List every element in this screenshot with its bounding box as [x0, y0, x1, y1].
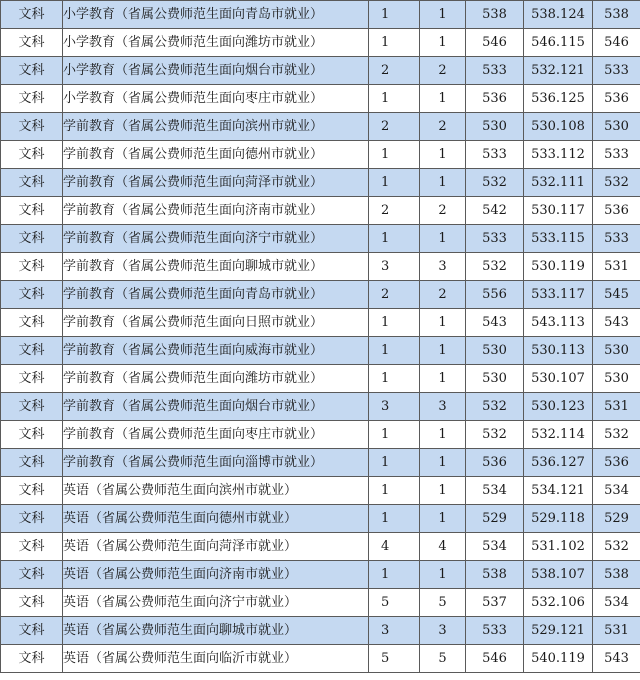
- major-cell: 学前教育（省属公费师范生面向枣庄市就业）: [63, 421, 369, 449]
- score-c-cell: 536: [593, 197, 640, 225]
- score-a-cell: 532: [466, 393, 524, 421]
- score-a-cell: 546: [466, 645, 524, 673]
- score-a-cell: 530: [466, 337, 524, 365]
- admitted-count-cell: 4: [420, 533, 466, 561]
- plan-count-cell: 1: [369, 365, 420, 393]
- score-b-cell: 530.107: [524, 365, 593, 393]
- admitted-count-cell: 1: [420, 561, 466, 589]
- table-row: [1, 281, 640, 309]
- plan-count-cell: 3: [369, 253, 420, 281]
- score-b-cell: 530.117: [524, 197, 593, 225]
- score-a-cell: 534: [466, 533, 524, 561]
- plan-count-cell: 1: [369, 505, 420, 533]
- plan-count-cell: 1: [369, 561, 420, 589]
- subject-type-cell: 文科: [1, 617, 63, 645]
- score-a-cell: 532: [466, 169, 524, 197]
- table-row: [1, 477, 640, 505]
- table-row: [1, 85, 640, 113]
- major-cell: 英语（省属公费师范生面向菏泽市就业）: [63, 533, 369, 561]
- score-b-cell: 532.106: [524, 589, 593, 617]
- subject-type-cell: 文科: [1, 113, 63, 141]
- score-a-cell: 530: [466, 365, 524, 393]
- score-b-cell: 530.108: [524, 113, 593, 141]
- admitted-count-cell: 1: [420, 85, 466, 113]
- admitted-count-cell: 5: [420, 589, 466, 617]
- admitted-count-cell: 1: [420, 421, 466, 449]
- admitted-count-cell: 2: [420, 57, 466, 85]
- score-c-cell: 531: [593, 393, 640, 421]
- major-cell: 学前教育（省属公费师范生面向淄博市就业）: [63, 449, 369, 477]
- score-b-cell: 536.127: [524, 449, 593, 477]
- subject-type-cell: 文科: [1, 309, 63, 337]
- table-row: [1, 589, 640, 617]
- score-c-cell: 546: [593, 29, 640, 57]
- subject-type-cell: 文科: [1, 29, 63, 57]
- table-row: [1, 337, 640, 365]
- major-cell: 学前教育（省属公费师范生面向潍坊市就业）: [63, 365, 369, 393]
- plan-count-cell: 2: [369, 113, 420, 141]
- subject-type-cell: 文科: [1, 365, 63, 393]
- admitted-count-cell: 1: [420, 225, 466, 253]
- score-a-cell: 533: [466, 225, 524, 253]
- subject-type-cell: 文科: [1, 141, 63, 169]
- score-a-cell: 529: [466, 505, 524, 533]
- admitted-count-cell: 1: [420, 141, 466, 169]
- score-c-cell: 543: [593, 309, 640, 337]
- score-b-cell: 546.115: [524, 29, 593, 57]
- table-row: [1, 225, 640, 253]
- major-cell: 学前教育（省属公费师范生面向菏泽市就业）: [63, 169, 369, 197]
- score-c-cell: 532: [593, 169, 640, 197]
- score-c-cell: 530: [593, 365, 640, 393]
- plan-count-cell: 3: [369, 617, 420, 645]
- score-c-cell: 531: [593, 253, 640, 281]
- score-b-cell: 543.113: [524, 309, 593, 337]
- admitted-count-cell: 2: [420, 113, 466, 141]
- plan-count-cell: 1: [369, 449, 420, 477]
- table-row: [1, 141, 640, 169]
- score-a-cell: 532: [466, 421, 524, 449]
- major-cell: 小学教育（省属公费师范生面向枣庄市就业）: [63, 85, 369, 113]
- score-c-cell: 536: [593, 85, 640, 113]
- major-cell: 学前教育（省属公费师范生面向日照市就业）: [63, 309, 369, 337]
- major-cell: 英语（省属公费师范生面向德州市就业）: [63, 505, 369, 533]
- table-row: [1, 253, 640, 281]
- plan-count-cell: 1: [369, 1, 420, 29]
- admitted-count-cell: 1: [420, 309, 466, 337]
- score-c-cell: 530: [593, 113, 640, 141]
- plan-count-cell: 1: [369, 29, 420, 57]
- score-a-cell: 534: [466, 477, 524, 505]
- subject-type-cell: 文科: [1, 57, 63, 85]
- subject-type-cell: 文科: [1, 589, 63, 617]
- plan-count-cell: 3: [369, 393, 420, 421]
- admitted-count-cell: 1: [420, 169, 466, 197]
- subject-type-cell: 文科: [1, 449, 63, 477]
- plan-count-cell: 1: [369, 225, 420, 253]
- admitted-count-cell: 1: [420, 365, 466, 393]
- score-b-cell: 536.125: [524, 85, 593, 113]
- major-cell: 学前教育（省属公费师范生面向青岛市就业）: [63, 281, 369, 309]
- major-cell: 学前教育（省属公费师范生面向济南市就业）: [63, 197, 369, 225]
- major-cell: 英语（省属公费师范生面向滨州市就业）: [63, 477, 369, 505]
- score-a-cell: 546: [466, 29, 524, 57]
- score-b-cell: 530.119: [524, 253, 593, 281]
- score-b-cell: 533.115: [524, 225, 593, 253]
- major-cell: 学前教育（省属公费师范生面向烟台市就业）: [63, 393, 369, 421]
- table-body: [1, 1, 640, 673]
- subject-type-cell: 文科: [1, 197, 63, 225]
- plan-count-cell: 1: [369, 337, 420, 365]
- table-row: [1, 365, 640, 393]
- score-c-cell: 545: [593, 281, 640, 309]
- admitted-count-cell: 1: [420, 29, 466, 57]
- subject-type-cell: 文科: [1, 253, 63, 281]
- table-row: [1, 113, 640, 141]
- admitted-count-cell: 3: [420, 253, 466, 281]
- table-row: [1, 449, 640, 477]
- score-c-cell: 531: [593, 617, 640, 645]
- plan-count-cell: 1: [369, 85, 420, 113]
- subject-type-cell: 文科: [1, 169, 63, 197]
- score-c-cell: 532: [593, 533, 640, 561]
- table-row: [1, 505, 640, 533]
- plan-count-cell: 5: [369, 589, 420, 617]
- score-c-cell: 536: [593, 449, 640, 477]
- admitted-count-cell: 2: [420, 197, 466, 225]
- score-b-cell: 533.117: [524, 281, 593, 309]
- score-a-cell: 533: [466, 617, 524, 645]
- table-row: [1, 561, 640, 589]
- score-c-cell: 543: [593, 645, 640, 673]
- major-cell: 英语（省属公费师范生面向济南市就业）: [63, 561, 369, 589]
- score-a-cell: 530: [466, 113, 524, 141]
- score-b-cell: 540.119: [524, 645, 593, 673]
- score-b-cell: 532.121: [524, 57, 593, 85]
- score-b-cell: 531.102: [524, 533, 593, 561]
- major-cell: 小学教育（省属公费师范生面向青岛市就业）: [63, 1, 369, 29]
- major-cell: 学前教育（省属公费师范生面向威海市就业）: [63, 337, 369, 365]
- score-c-cell: 533: [593, 57, 640, 85]
- score-a-cell: 536: [466, 449, 524, 477]
- score-b-cell: 530.113: [524, 337, 593, 365]
- major-cell: 学前教育（省属公费师范生面向德州市就业）: [63, 141, 369, 169]
- subject-type-cell: 文科: [1, 533, 63, 561]
- subject-type-cell: 文科: [1, 281, 63, 309]
- admitted-count-cell: 5: [420, 645, 466, 673]
- table-row: [1, 645, 640, 673]
- subject-type-cell: 文科: [1, 477, 63, 505]
- table-row: [1, 169, 640, 197]
- table-row: [1, 533, 640, 561]
- plan-count-cell: 2: [369, 281, 420, 309]
- table-row: [1, 1, 640, 29]
- major-cell: 学前教育（省属公费师范生面向聊城市就业）: [63, 253, 369, 281]
- score-b-cell: 538.107: [524, 561, 593, 589]
- plan-count-cell: 4: [369, 533, 420, 561]
- plan-count-cell: 1: [369, 309, 420, 337]
- table-row: [1, 617, 640, 645]
- major-cell: 学前教育（省属公费师范生面向济宁市就业）: [63, 225, 369, 253]
- plan-count-cell: 1: [369, 141, 420, 169]
- score-b-cell: 533.112: [524, 141, 593, 169]
- admitted-count-cell: 1: [420, 449, 466, 477]
- major-cell: 英语（省属公费师范生面向聊城市就业）: [63, 617, 369, 645]
- table-row: [1, 309, 640, 337]
- subject-type-cell: 文科: [1, 561, 63, 589]
- score-a-cell: 538: [466, 1, 524, 29]
- score-c-cell: 532: [593, 421, 640, 449]
- subject-type-cell: 文科: [1, 421, 63, 449]
- score-b-cell: 534.121: [524, 477, 593, 505]
- admitted-count-cell: 1: [420, 505, 466, 533]
- subject-type-cell: 文科: [1, 225, 63, 253]
- subject-type-cell: 文科: [1, 645, 63, 673]
- plan-count-cell: 1: [369, 421, 420, 449]
- score-a-cell: 537: [466, 589, 524, 617]
- subject-type-cell: 文科: [1, 337, 63, 365]
- subject-type-cell: 文科: [1, 1, 63, 29]
- plan-count-cell: 5: [369, 645, 420, 673]
- major-cell: 小学教育（省属公费师范生面向烟台市就业）: [63, 57, 369, 85]
- table-row: [1, 197, 640, 225]
- plan-count-cell: 1: [369, 169, 420, 197]
- plan-count-cell: 2: [369, 197, 420, 225]
- score-c-cell: 533: [593, 225, 640, 253]
- score-b-cell: 532.114: [524, 421, 593, 449]
- plan-count-cell: 2: [369, 57, 420, 85]
- score-c-cell: 538: [593, 1, 640, 29]
- admitted-count-cell: 1: [420, 337, 466, 365]
- plan-count-cell: 1: [369, 477, 420, 505]
- score-c-cell: 530: [593, 337, 640, 365]
- score-b-cell: 529.118: [524, 505, 593, 533]
- major-cell: 小学教育（省属公费师范生面向潍坊市就业）: [63, 29, 369, 57]
- score-a-cell: 542: [466, 197, 524, 225]
- score-b-cell: 530.123: [524, 393, 593, 421]
- score-a-cell: 532: [466, 253, 524, 281]
- subject-type-cell: 文科: [1, 85, 63, 113]
- score-a-cell: 556: [466, 281, 524, 309]
- score-c-cell: 534: [593, 477, 640, 505]
- score-b-cell: 532.111: [524, 169, 593, 197]
- score-b-cell: 538.124: [524, 1, 593, 29]
- score-c-cell: 538: [593, 561, 640, 589]
- score-a-cell: 536: [466, 85, 524, 113]
- admitted-count-cell: 3: [420, 393, 466, 421]
- score-b-cell: 529.121: [524, 617, 593, 645]
- table-row: [1, 29, 640, 57]
- major-cell: 学前教育（省属公费师范生面向滨州市就业）: [63, 113, 369, 141]
- score-a-cell: 533: [466, 141, 524, 169]
- score-c-cell: 533: [593, 141, 640, 169]
- subject-type-cell: 文科: [1, 505, 63, 533]
- admitted-count-cell: 3: [420, 617, 466, 645]
- admitted-count-cell: 1: [420, 1, 466, 29]
- score-c-cell: 529: [593, 505, 640, 533]
- admitted-count-cell: 1: [420, 477, 466, 505]
- major-cell: 英语（省属公费师范生面向临沂市就业）: [63, 645, 369, 673]
- admitted-count-cell: 2: [420, 281, 466, 309]
- score-a-cell: 533: [466, 57, 524, 85]
- table-row: [1, 393, 640, 421]
- score-a-cell: 538: [466, 561, 524, 589]
- score-a-cell: 543: [466, 309, 524, 337]
- score-c-cell: 534: [593, 589, 640, 617]
- table-row: [1, 421, 640, 449]
- subject-type-cell: 文科: [1, 393, 63, 421]
- major-cell: 英语（省属公费师范生面向济宁市就业）: [63, 589, 369, 617]
- table-row: [1, 57, 640, 85]
